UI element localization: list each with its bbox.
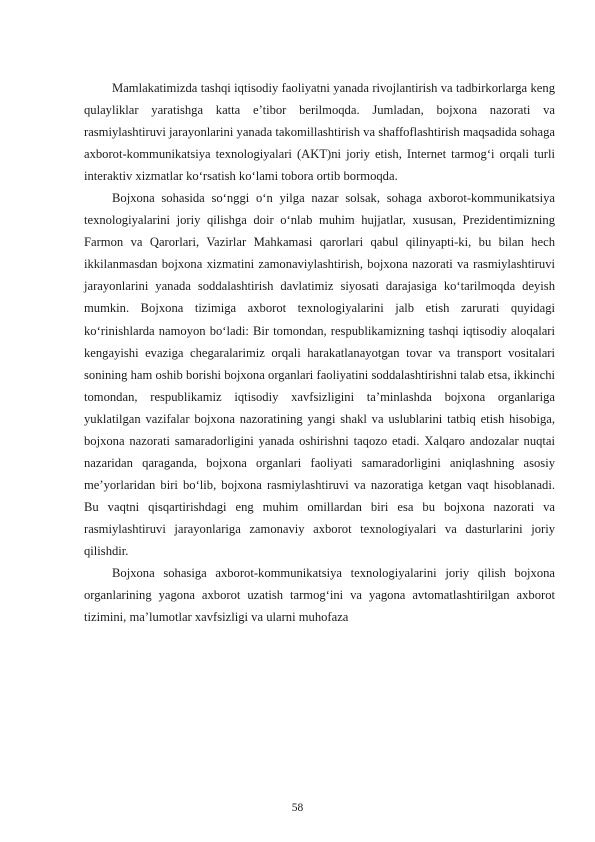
body-text [84, 77, 555, 628]
paragraph-2: Bojxona sohasida so‘nggi o‘n yilga nazar solsak, sohaga axborot-kommunikatsiya texnologiyalarini joriy qilishga doir o‘nlab muhim hujjatlar, xususan, Prezidentimizning Farmon va Qarorlari, Vazirlar Mahkamasi qarorlari qabul qilinyapti-ki, bu bilan hech ikkilanmasdan bojxona xizmatini zamonaviylashtirish, bojxona nazorati va rasmiylashtiruvi jarayonlarini yanada soddalashtirish davlatimiz siyosati darajasiga ko‘tarilmoqda deyish mumkin. Bojxona tizimiga axborot texnologiyalarini jalb etish zarurati quyidagi ko‘rinishlarda namoyon bo‘ladi: Bir tomondan, respublikamizning tashqi iqtisodiy aloqalari kengayishi evaziga chegaralarimiz orqali harakatlanayotgan tovar va transport vositalari sonining ham oshib borishi bojxona organlari faoliyatini soddalashtirishni talab etsa, ikkinchi tomondan, respublikamiz iqtisodiy xavfsizligini ta’minlashda bojxona organlariga yuklatilgan vazifalar bojxona nazoratining yangi shakl va uslublarini tatbiq etish hisobiga, bojxona nazorati samaradorligini yanada oshirishni taqozo etadi. Xalqaro andozalar nuqtai nazaridan qaraganda, bojxona organlari faoliyati samaradorligini aniqlashning asosiy me’yorlaridan biri bo‘lib, bojxona rasmiylashtiruvi va nazoratiga ketgan vaqt hisoblanadi. Bu vaqtni qisqartirishdagi eng muhim omillardan biri esa bu bojxona nazorati va rasmiylashtiruvi jarayonlariga zamonaviy axborot texnologiyalari va dasturlarini joriy qilishdir. [84, 191, 555, 558]
paragraph-3: Bojxona sohasiga axborot-kommunikatsiya texnologiyalarini joriy qilish bojxona organlarining yagona axborot uzatish tarmog‘ini va yagona avtomatlashtirilgan axborot tizimini, ma’lumotlar xavfsizligi va ularni muhofaza [84, 566, 555, 625]
paragraph-1: Mamlakatimizda tashqi iqtisodiy faoliyatni yanada rivojlantirish va tadbirkorlarga keng qulayliklar yaratishga katta e’tibor berilmoqda. Jumladan, bojxona nazorati va rasmiylashtiruvi jarayonlarini yanada takomillashtirish va shaffoflashtirish maqsadida sohaga axborot-kommunikatsiya texnologiyalari (AKT)ni joriy etish, Internet tarmog‘i orqali turli interaktiv xizmatlar ko‘rsatish ko‘lami tobora ortib bormoqda. [84, 81, 555, 184]
page-number: 58 [291, 802, 304, 814]
